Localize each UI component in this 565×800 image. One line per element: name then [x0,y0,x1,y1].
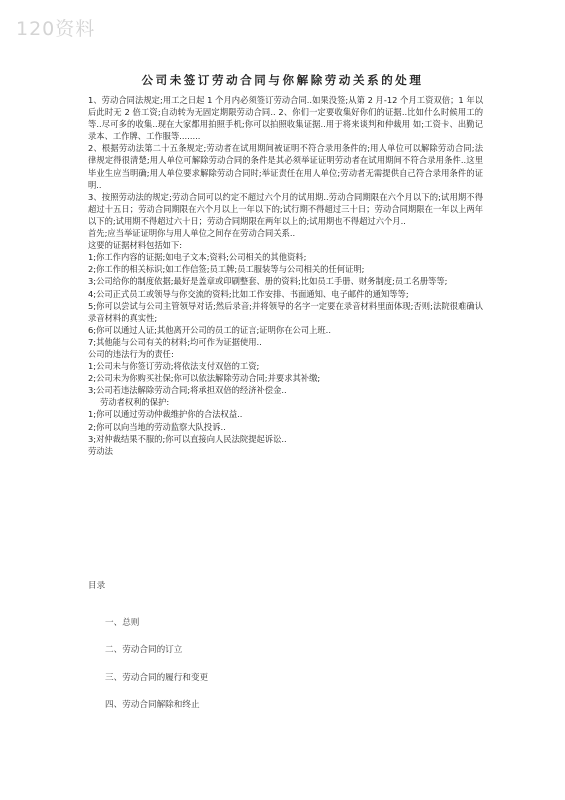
paragraph-2: 2、根据劳动法第二十五条规定;劳动者在试用期间被证明不符合录用条件的;用人单位可以解除劳动合同;法律规定得很清楚;用人单位可解除劳动合同的条件是其必须举证证明劳动者在试用期间不符合录用条件..这里毕业生应当明确;用人单位要求解除劳动合同时;举证责任在用人单位;劳动者无需提供自己符合录用条件的证明.. [88,143,483,190]
toc-item-general: 一、总则 [105,618,140,628]
rights-item-3: 3;对仲裁结果不服的;你可以直接向人民法院提起诉讼.. [88,433,287,444]
paragraph-3: 3、按照劳动法的规定;劳动合同可以约定不超过六个月的试用期..劳动合同期限在六个月以下的;试用期不得超过十五日；劳动合同期限在六个月以上一年以下的;试行期不得超过三十日；劳动合同期限在一年以上两年以下的;试用期不得超过六十日；劳动合同期限在两年以上的;试用期也不得超过六个月.. [88,191,483,226]
toc-item-performance-change: 三、劳动合同的履行和变更 [105,673,209,683]
toc-item-contract-formation: 二、劳动合同的订立 [105,645,183,655]
rights-item-2: 2;你可以向当地的劳动监察大队投诉.. [88,421,226,432]
evidence-item-2: 2;你工作的相关标识;如工作信签;员工牌;员工服装等与公司相关的任何证明; [88,264,365,275]
liability-heading: 公司的违法行为的责任: [88,348,174,359]
evidence-item-6: 6;你可以通过人证;其他离开公司的员工的证言;证明你在公司上班.. [88,324,331,335]
toc-title: 目录 [88,581,106,591]
paragraph-evidence-heading: 这要的证据材料包括如下: [88,240,183,251]
table-of-contents [88,579,483,710]
evidence-item-5: 5;你可以尝试与公司主管领导对话;然后录音;并将领导的名字一定要在录音材料里面体现;否则;法院很难确认录音材料的真实性; [88,300,483,323]
toc-item-termination: 四、劳动合同解除和终止 [105,700,200,710]
liability-item-3: 3;公司若违法解除劳动合同;将承担双倍的经济补偿金.. [88,385,287,396]
watermark: 120资料 [16,18,96,40]
evidence-item-7: 7;其他能与公司有关的材料;均可作为证据使用.. [88,336,262,347]
paragraph-evidence-intro: 首先;应当举证证明你与用人单位之间存在劳动合同关系.. [88,228,296,239]
rights-item-1: 1;你可以通过劳动仲裁维护你的合法权益.. [88,409,243,420]
evidence-item-1: 1;你工作内容的证据;如电子文本;资料;公司相关的其他资料; [88,252,307,263]
document-body [88,94,483,457]
rights-heading: 劳动者权利的保护: [100,397,170,408]
evidence-item-4: 4;公司正式员工或领导与你交流的资料;比如工作安排、书面通知、电子邮件的通知等等; [88,288,409,299]
liability-item-1: 1;公司未与你签订劳动;将依法支付双倍的工资; [88,361,260,372]
paragraph-1: 1、劳动合同法规定;用工之日起 1 个月内必须签订劳动合同..如果没签;从第 2 月-12 个月工资双倍；1 年以后此时无 2 倍工资;自动转为无固定期限劳动合同.. 2、你们一定要收集好你们的证据..比如什么时候用工的等..尽可多的收集..现在大家都用拍照手机;你可以拍照收集证据..用于将来谈判和仲裁用 如;工资卡、出勤记录本、工作牌、工作服等........ [88,95,483,142]
labor-law-label: 劳动法 [88,445,113,456]
document-title: 公司未签订劳动合同与你解除劳动关系的处理 [141,73,424,87]
evidence-item-3: 3;公司给你的制度依据;最好是盖章或印刷整套、册的资料;比如员工手册、财务制度;员工名册等等; [88,276,448,287]
liability-item-2: 2;公司未为你购买社保;你可以依法解除劳动合同;并要求其补缴; [88,373,321,384]
